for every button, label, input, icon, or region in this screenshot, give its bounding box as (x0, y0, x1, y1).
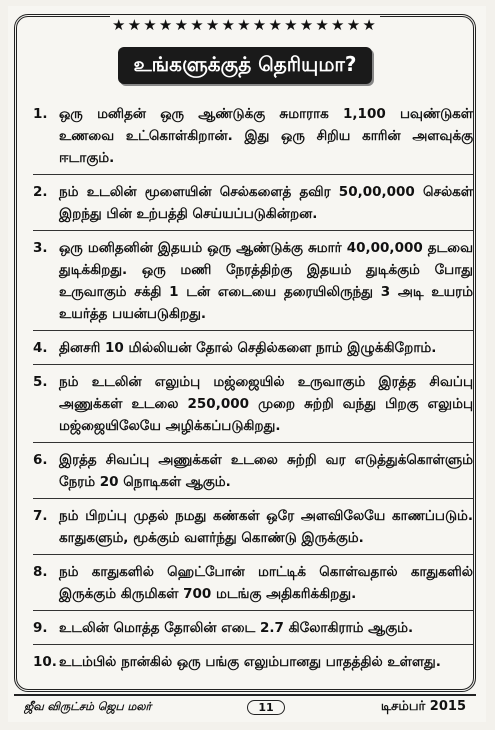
divider (33, 498, 473, 499)
issue-date: டிசம்பர் 2015 (380, 699, 466, 714)
list-item (33, 561, 473, 605)
item-number: 5. (33, 374, 48, 390)
item-text: உடம்பில் நான்கில் ஒரு பங்கு எலும்பானது பாதத்தில் உள்ளது. (59, 654, 441, 670)
item-text: நம் பிறப்பு முதல் நமது கண்கள் ஒரே அளவிலேயே காணப்படும். காதுகளும், மூக்கும் வளர்ந்து கொண்டு இருக்கும். (59, 508, 473, 546)
list-item (33, 371, 473, 437)
divider (33, 442, 473, 443)
list-item (33, 181, 473, 225)
item-text: நம் காதுகளில் ஹெட்போன் மாட்டிக் கொள்வதால் காதுகளில் இருக்கும் கிருமிகள் 700 மடங்கு அதிகரிக்கிறது. (59, 564, 473, 602)
item-text: ஒரு மனிதனின் இதயம் ஒரு ஆண்டுக்கு சுமார் 40,00,000 தடவை துடிக்கிறது. ஒரு மணி நேரத்திற்கு இதயம் துடிக்கும் போது உருவாகும் சக்தி 1 டன் எடையை தரையிலிருந்து 3 அடி உயரம் உயர்த்த பயன்படுகிறது. (59, 240, 473, 322)
list-item (33, 237, 473, 325)
list-item (33, 505, 473, 549)
divider (33, 610, 473, 611)
item-number: 8. (33, 564, 48, 580)
page-title: உங்களுக்குத் தெரியுமா? (118, 47, 373, 84)
list-item (33, 103, 473, 169)
item-number: 3. (33, 240, 48, 256)
star-border: ★★★★★★★★★★★★★★★★★ (111, 16, 378, 34)
item-number: 1. (33, 106, 48, 122)
divider (33, 174, 473, 175)
list-item (33, 617, 473, 639)
magazine-page (8, 6, 486, 722)
item-text: உடலின் மொத்த தோலின் எடை 2.7 கிலோகிராம் ஆகும். (59, 620, 414, 636)
item-text: இரத்த சிவப்பு அணுக்கள் உடலை சுற்றி வர எடுத்துக்கொள்ளும் நேரம் 20 நொடிகள் ஆகும். (59, 452, 473, 490)
magazine-name: ஜீவ விருட்சம் ஜெப மலர் (24, 699, 152, 713)
item-text: நம் உடலின் மூளையின் செல்களைத் தவிர 50,00,000 செல்கள் இறந்து பின் உற்பத்தி செய்யப்படுகின்றன. (59, 184, 473, 222)
divider (33, 330, 473, 331)
item-text: ஒரு மனிதன் ஒரு ஆண்டுக்கு சுமாராக 1,100 பவுண்டுகள் உணவை உட்கொள்கிறான். இது ஒரு சிறிய காரின் அளவுக்கு ஈடாகும். (59, 106, 473, 166)
divider (33, 364, 473, 365)
divider (33, 644, 473, 645)
facts-list (33, 103, 473, 682)
item-number: 9. (33, 620, 48, 636)
list-item (33, 337, 473, 359)
divider (33, 230, 473, 231)
page-number: 11 (247, 700, 284, 715)
content-frame (14, 14, 476, 692)
item-text: நம் உடலின் எலும்பு மஜ்ஜையில் உருவாகும் இரத்த சிவப்பு அணுக்கள் உடலை 250,000 முறை சுற்றி வந்து பிறகு எலும்பு மஜ்ஜையிலேயே அழிக்கப்படுகிறது. (59, 374, 473, 434)
item-number: 6. (33, 452, 48, 468)
item-number: 2. (33, 184, 48, 200)
divider (33, 554, 473, 555)
item-number: 4. (33, 340, 48, 356)
page-footer (14, 694, 476, 718)
item-number: 10. (33, 654, 57, 670)
list-item (33, 449, 473, 493)
list-item (33, 651, 473, 673)
item-number: 7. (33, 508, 48, 524)
item-text: தினசரி 10 மில்லியன் தோல் செதில்களை நாம் இழுக்கிறோம். (59, 340, 437, 356)
